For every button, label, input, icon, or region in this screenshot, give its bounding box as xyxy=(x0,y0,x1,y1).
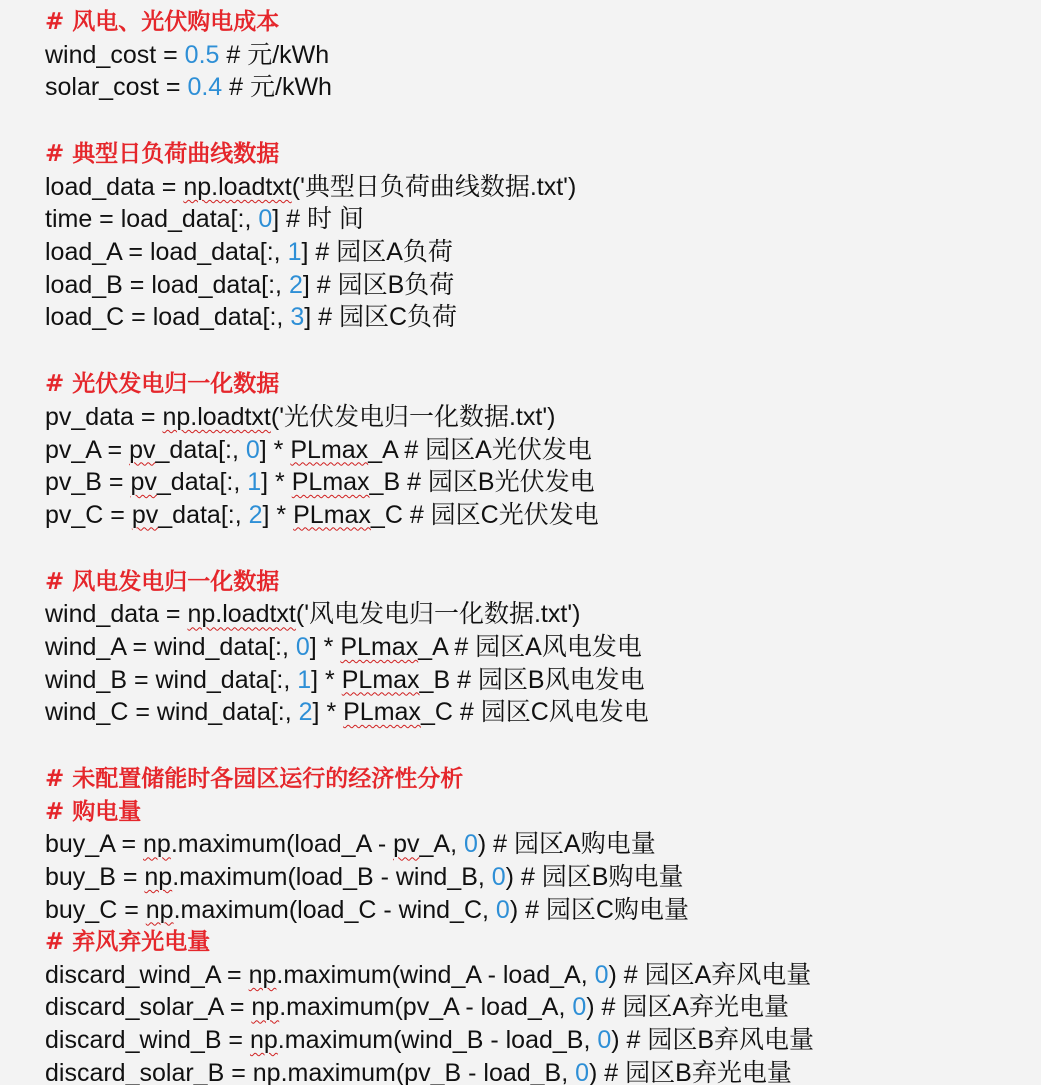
flagged-token: np.loadtxt xyxy=(162,402,271,431)
code-token: ) # 园区A弃风电量 xyxy=(608,960,812,989)
code-token: .maximum(pv_B - load_B, xyxy=(280,1058,576,1085)
code-token: pv_A = xyxy=(45,435,130,464)
code-token: _data[:, xyxy=(158,500,249,529)
code-token: buy_C = xyxy=(45,895,146,924)
code-line[interactable] xyxy=(45,171,1041,204)
code-token: ) # 园区B购电量 xyxy=(505,863,684,892)
blank-line xyxy=(45,104,1041,139)
comment-line[interactable]: # 弃风弃光电量 xyxy=(45,929,211,956)
flagged-token: np xyxy=(252,1058,281,1085)
code-line[interactable] xyxy=(45,959,1041,992)
flagged-token: PLmax xyxy=(293,500,371,529)
code-token: pv_data = xyxy=(45,402,163,431)
code-line[interactable] xyxy=(45,631,1041,664)
code-token: ] * xyxy=(309,633,341,661)
flagged-token: PLmax xyxy=(290,435,369,464)
code-line[interactable] xyxy=(45,39,1041,72)
code-line[interactable] xyxy=(45,696,1041,729)
code-token: _B # 园区B风电发电 xyxy=(419,665,645,694)
code-token: ] # 园区A负荷 xyxy=(301,238,453,267)
code-token: # 元/kWh xyxy=(219,40,330,69)
code-token: .maximum(load_A - xyxy=(170,830,394,859)
code-token: buy_A = xyxy=(45,830,143,859)
flagged-token: PLmax xyxy=(340,633,419,661)
code-token: discard_solar_B = xyxy=(45,1058,253,1085)
comment-line[interactable]: # 光伏发电归一化数据 xyxy=(45,371,280,398)
code-token: time = load_data[:, xyxy=(45,205,259,234)
code-token: ] * xyxy=(261,468,292,497)
code-token: _A, xyxy=(419,830,464,859)
code-token: ('风电发电归一化数据.txt') xyxy=(295,600,581,629)
code-token: ] * xyxy=(311,665,342,694)
flagged-token: PLmax xyxy=(343,698,421,727)
code-line[interactable] xyxy=(45,991,1041,1024)
code-line[interactable] xyxy=(45,401,1041,434)
code-line[interactable] xyxy=(45,203,1041,236)
flagged-token: pv xyxy=(393,830,420,859)
flagged-token: pv xyxy=(131,500,159,529)
comment-line[interactable]: # 典型日负荷曲线数据 xyxy=(45,141,280,168)
code-token: solar_cost = xyxy=(45,73,188,102)
number-literal: 0 xyxy=(575,1058,590,1085)
flagged-token: np xyxy=(249,1026,278,1055)
code-line[interactable] xyxy=(45,434,1041,467)
number-literal: 1 xyxy=(287,238,302,267)
code-token: .maximum(load_B - wind_B, xyxy=(172,863,492,892)
code-token: wind_data = xyxy=(45,600,188,629)
flagged-token: np.loadtxt xyxy=(187,600,296,629)
code-line[interactable] xyxy=(45,236,1041,269)
flagged-token: PLmax xyxy=(341,665,420,694)
flagged-token: np xyxy=(248,960,277,989)
flagged-token: PLmax xyxy=(291,468,370,497)
code-token: load_B = load_data[:, xyxy=(45,270,289,299)
flagged-token: np xyxy=(251,993,280,1022)
blank-line xyxy=(45,531,1041,566)
code-token: load_A = load_data[:, xyxy=(45,238,288,267)
number-literal: 0 xyxy=(258,205,273,234)
code-token: _A # 园区A光伏发电 xyxy=(368,435,592,464)
code-area[interactable] xyxy=(45,6,1041,1085)
code-token: wind_B = wind_data[:, xyxy=(45,665,298,694)
flagged-token: np xyxy=(145,895,174,924)
code-token: ) # 园区C购电量 xyxy=(509,895,689,924)
code-line[interactable] xyxy=(45,828,1041,861)
code-token: ] * xyxy=(259,435,291,464)
number-literal: 2 xyxy=(248,500,263,529)
code-token: discard_wind_A = xyxy=(45,960,249,989)
code-token: _B # 园区B光伏发电 xyxy=(369,468,595,497)
code-token: _A # 园区A风电发电 xyxy=(418,633,642,661)
number-literal: 3 xyxy=(290,303,305,332)
code-token: _C # 园区C光伏发电 xyxy=(370,500,599,529)
code-line[interactable] xyxy=(45,269,1041,302)
number-literal: 0 xyxy=(572,993,587,1022)
code-token: pv_B = xyxy=(45,468,131,497)
code-token: ) # 园区B弃光电量 xyxy=(589,1058,792,1085)
flagged-token: pv xyxy=(130,468,157,497)
code-line[interactable] xyxy=(45,466,1041,499)
comment-line[interactable]: # 未配置储能时各园区运行的经济性分析 xyxy=(45,766,464,793)
code-token: _C # 园区C风电发电 xyxy=(420,698,649,727)
flagged-token: np.loadtxt xyxy=(183,172,292,201)
code-token: buy_B = xyxy=(45,863,145,892)
number-literal: 0.4 xyxy=(187,73,223,102)
code-token: ] # 时 间 xyxy=(272,205,364,234)
code-token: wind_cost = xyxy=(45,40,185,69)
code-line[interactable] xyxy=(45,1057,1041,1085)
code-token: discard_wind_B = xyxy=(45,1026,250,1055)
code-line[interactable] xyxy=(45,894,1041,927)
code-token: load_C = load_data[:, xyxy=(45,303,291,332)
code-token: discard_solar_A = xyxy=(45,993,252,1022)
number-literal: 0 xyxy=(495,895,510,924)
code-token: ] # 园区B负荷 xyxy=(302,270,455,299)
code-token: .maximum(pv_A - load_A, xyxy=(279,993,573,1022)
number-literal: 0 xyxy=(295,633,310,661)
blank-line xyxy=(45,334,1041,369)
code-token: wind_C = wind_data[:, xyxy=(45,698,299,727)
code-token: load_data = xyxy=(45,172,184,201)
code-token: ] # 园区C负荷 xyxy=(304,303,458,332)
code-line[interactable] xyxy=(45,1024,1041,1057)
number-literal: 1 xyxy=(247,468,262,497)
code-token: ) # 园区A弃光电量 xyxy=(586,993,790,1022)
code-line[interactable] xyxy=(45,861,1041,894)
code-token: .maximum(wind_B - load_B, xyxy=(277,1026,598,1055)
flagged-token: pv xyxy=(129,435,156,464)
code-line[interactable] xyxy=(45,301,1041,334)
number-literal: 0.5 xyxy=(184,40,220,69)
code-token: pv_C = xyxy=(45,500,132,529)
number-literal: 2 xyxy=(298,698,313,727)
code-token: ('光伏发电归一化数据.txt') xyxy=(270,402,556,431)
code-token: .maximum(wind_A - load_A, xyxy=(276,960,595,989)
code-token: .maximum(load_C - wind_C, xyxy=(173,895,496,924)
code-token: ] * xyxy=(262,500,294,529)
code-line[interactable] xyxy=(45,598,1041,631)
code-token: ('典型日负荷曲线数据.txt') xyxy=(291,172,577,201)
number-literal: 0 xyxy=(245,435,260,464)
code-line[interactable] xyxy=(45,664,1041,697)
flagged-token: np xyxy=(143,830,171,859)
code-token: ] * xyxy=(312,698,344,727)
code-token: ) # 园区B弃风电量 xyxy=(611,1026,815,1055)
number-literal: 2 xyxy=(288,270,303,299)
code-line[interactable] xyxy=(45,71,1041,104)
code-token: _data[:, xyxy=(156,468,248,497)
code-token: # 元/kWh xyxy=(222,73,332,102)
code-line[interactable] xyxy=(45,499,1041,532)
flagged-token: np xyxy=(144,863,173,892)
number-literal: 0 xyxy=(594,960,609,989)
code-token: _data[:, xyxy=(155,435,246,464)
number-literal: 1 xyxy=(297,665,312,694)
code-token: wind_A = wind_data[:, xyxy=(45,633,296,661)
blank-line xyxy=(45,729,1041,764)
comment-line[interactable]: # 购电量 xyxy=(45,798,142,825)
number-literal: 0 xyxy=(597,1026,612,1055)
code-token: ) # 园区A购电量 xyxy=(477,830,656,859)
number-literal: 0 xyxy=(464,830,478,859)
number-literal: 0 xyxy=(491,863,506,892)
comment-line[interactable]: # 风电、光伏购电成本 xyxy=(45,9,280,35)
comment-line[interactable]: # 风电发电归一化数据 xyxy=(45,568,280,595)
